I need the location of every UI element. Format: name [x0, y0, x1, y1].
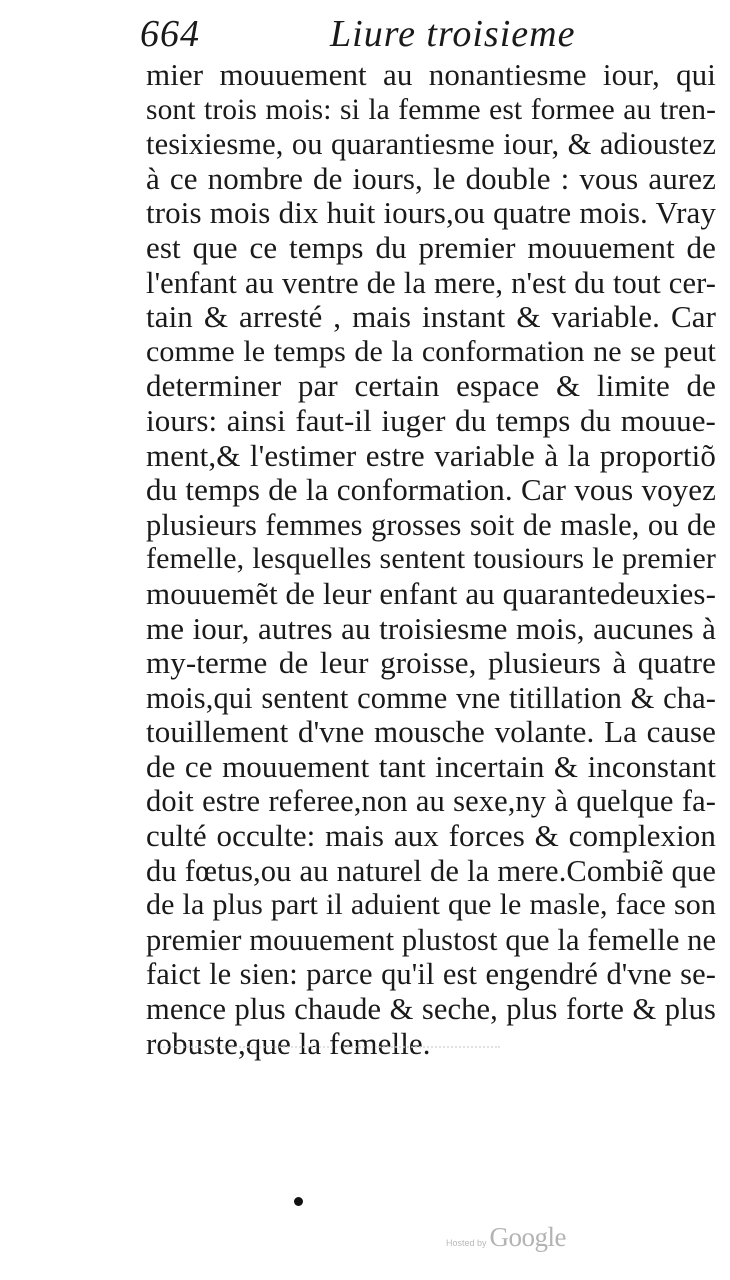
text-line: du temps de la conformation. Car vous voyez: [146, 472, 716, 508]
text-line: l'enfant au ventre de la mere, n'est du tout cer-: [146, 265, 716, 300]
text-line: mouuemẽt de leur enfant au quarantedeuxies-: [146, 575, 716, 611]
text-line: plusieurs femmes grosses soit de masle, ou de: [146, 507, 716, 542]
text-line: de ce mouuement tant incertain & inconstant: [146, 748, 716, 784]
google-watermark: [446, 1222, 566, 1254]
text-line: sont trois mois: si la femme est formee au tren-: [146, 93, 716, 126]
text-line: mois,qui sentent comme vne titillation & cha-: [146, 680, 716, 715]
text-line: comme le temps de la conformation ne se peut: [146, 334, 716, 368]
text-line: iours: ainsi faut-il iuger du temps du mouue-: [146, 402, 716, 438]
text-line: tain & arresté , mais instant & variable. Car: [146, 299, 716, 335]
text-line: culté occulte: mais aux forces & complexion: [146, 818, 716, 854]
hosted-by-label: Hosted by: [446, 1238, 487, 1248]
text-line: de la plus part il aduient que le masle, face son: [146, 888, 716, 922]
text-line: premier mouuement plustost que la femelle ne: [146, 922, 717, 957]
text-line: me iour, autres au troisiesme mois, aucunes à: [146, 610, 716, 646]
ink-speck: [294, 1197, 303, 1206]
text-line: trois mois dix huit iours,ou quatre mois. Vray: [146, 195, 716, 231]
text-line: femelle, lesquelles sentent tousiours le premier: [146, 542, 716, 576]
body-text: [146, 58, 716, 1061]
text-line: ment,& l'estimer estre variable à la proportiõ: [146, 437, 716, 473]
text-line: du fœtus,ou au naturel de la mere.Combiẽ que: [146, 853, 716, 888]
google-logo-text: Google: [489, 1222, 567, 1252]
text-line: mier mouuement au nonantiesme iour, qui: [146, 57, 716, 92]
running-head: Liure troisieme: [330, 13, 576, 55]
text-line: determiner par certain espace & limite de: [146, 368, 716, 404]
text-line: est que ce temps du premier mouuement de: [146, 229, 716, 265]
text-line: touillement d'vne mousche volante. La cause: [146, 714, 716, 750]
text-line: mence plus chaude & seche, plus forte & plus: [146, 992, 716, 1027]
bleed-through-marks: [160, 1046, 500, 1058]
text-line: doit estre referee,non au sexe,ny à quelque fa-: [146, 784, 716, 819]
text-line: tesixiesme, ou quarantiesme iour, & adioustez: [146, 127, 716, 162]
text-line: my-terme de leur groisse, plusieurs à quatre: [146, 645, 716, 681]
text-line: faict le sien: parce qu'il est engendré d'vne se-: [146, 957, 716, 992]
page-header: [140, 12, 580, 60]
text-line: à ce nombre de iours, le double : vous aurez: [146, 160, 716, 196]
page-number: 664: [140, 13, 200, 55]
text-line-last: robuste,que la femelle.: [146, 1025, 431, 1061]
